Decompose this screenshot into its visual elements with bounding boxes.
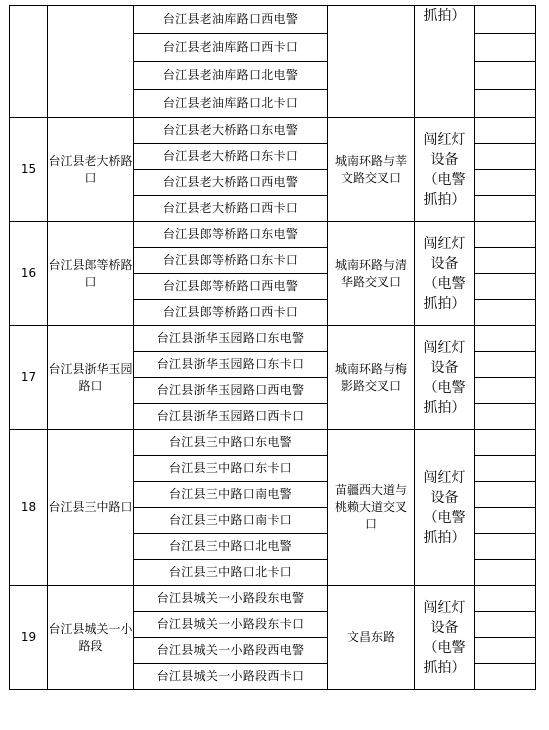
cell-intersection: 台江县浙华玉园路口 (48, 326, 134, 430)
cell-intersection: 台江县城关一小路段 (48, 586, 134, 690)
cell-blank (475, 274, 536, 300)
cell-intersection: 台江县郎等桥路口 (48, 222, 134, 326)
cell-point: 台江县浙华玉园路口西电警 (134, 378, 328, 404)
cell-point: 台江县老大桥路口西卡口 (134, 196, 328, 222)
cell-point: 台江县城关一小路段东卡口 (134, 612, 328, 638)
cell-blank (475, 62, 536, 90)
table-row (10, 326, 536, 352)
cell-blank (475, 482, 536, 508)
cell-blank (475, 508, 536, 534)
cell-blank (475, 90, 536, 118)
cell-blank (475, 170, 536, 196)
cell-point: 台江县老油库路口西电警 (134, 6, 328, 34)
cell-device-type: 闯红灯设备（电警抓拍） (415, 586, 475, 690)
cell-location: 城南环路与清华路交叉口 (328, 222, 415, 326)
cell-point: 台江县老大桥路口东电警 (134, 118, 328, 144)
cell-blank (475, 378, 536, 404)
cell-blank (475, 456, 536, 482)
cell-point: 台江县老大桥路口西电警 (134, 170, 328, 196)
cell-point: 台江县郎等桥路口西卡口 (134, 300, 328, 326)
cell-location: 文昌东路 (328, 586, 415, 690)
cell-blank (475, 664, 536, 690)
cell-point: 台江县三中路口北电警 (134, 534, 328, 560)
cell-blank (475, 560, 536, 586)
cell-blank (475, 6, 536, 34)
cell-blank (475, 34, 536, 62)
cell-number: 17 (10, 326, 48, 430)
cell-device-type: 闯红灯设备（电警抓拍） (415, 326, 475, 430)
cell-location: 城南环路与梅影路交叉口 (328, 326, 415, 430)
cell-blank (475, 352, 536, 378)
cell-point: 台江县城关一小路段东电警 (134, 586, 328, 612)
cell-intersection (48, 6, 134, 118)
cell-point: 台江县三中路口北卡口 (134, 560, 328, 586)
cell-point: 台江县老油库路口北电警 (134, 62, 328, 90)
cell-point: 台江县城关一小路段西电警 (134, 638, 328, 664)
cell-blank (475, 196, 536, 222)
cell-intersection: 台江县三中路口 (48, 430, 134, 586)
cell-point: 台江县老油库路口北卡口 (134, 90, 328, 118)
cell-point: 台江县三中路口东电警 (134, 430, 328, 456)
cell-blank (475, 404, 536, 430)
cell-blank (475, 430, 536, 456)
cell-blank (475, 326, 536, 352)
cell-point: 台江县浙华玉园路口西卡口 (134, 404, 328, 430)
cell-blank (475, 222, 536, 248)
cell-blank (475, 586, 536, 612)
cell-number: 18 (10, 430, 48, 586)
cell-location: 城南环路与莘文路交叉口 (328, 118, 415, 222)
cell-device-type: 抓拍） (415, 6, 475, 118)
device-table (9, 5, 536, 690)
cell-blank (475, 144, 536, 170)
table-row (10, 430, 536, 456)
cell-number: 19 (10, 586, 48, 690)
table-row (10, 6, 536, 34)
cell-point: 台江县郎等桥路口东卡口 (134, 248, 328, 274)
cell-point: 台江县浙华玉园路口东卡口 (134, 352, 328, 378)
cell-point: 台江县三中路口东卡口 (134, 456, 328, 482)
cell-blank (475, 638, 536, 664)
cell-intersection: 台江县老大桥路口 (48, 118, 134, 222)
cell-point: 台江县三中路口南卡口 (134, 508, 328, 534)
cell-point: 台江县浙华玉园路口东电警 (134, 326, 328, 352)
cell-point: 台江县老油库路口西卡口 (134, 34, 328, 62)
cell-blank (475, 118, 536, 144)
cell-point: 台江县三中路口南电警 (134, 482, 328, 508)
cell-device-type: 闯红灯设备（电警抓拍） (415, 222, 475, 326)
cell-point: 台江县城关一小路段西卡口 (134, 664, 328, 690)
cell-device-type: 闯红灯设备（电警抓拍） (415, 430, 475, 586)
cell-point: 台江县老大桥路口东卡口 (134, 144, 328, 170)
cell-number: 15 (10, 118, 48, 222)
cell-number: 16 (10, 222, 48, 326)
cell-number (10, 6, 48, 118)
cell-blank (475, 248, 536, 274)
cell-point: 台江县郎等桥路口西电警 (134, 274, 328, 300)
cell-location: 苗疆西大道与桃赖大道交叉口 (328, 430, 415, 586)
table-row (10, 222, 536, 248)
cell-blank (475, 534, 536, 560)
cell-point: 台江县郎等桥路口东电警 (134, 222, 328, 248)
cell-blank (475, 300, 536, 326)
cell-location (328, 6, 415, 118)
cell-device-type: 闯红灯设备（电警抓拍） (415, 118, 475, 222)
cell-blank (475, 612, 536, 638)
table-row (10, 118, 536, 144)
table-row (10, 586, 536, 612)
